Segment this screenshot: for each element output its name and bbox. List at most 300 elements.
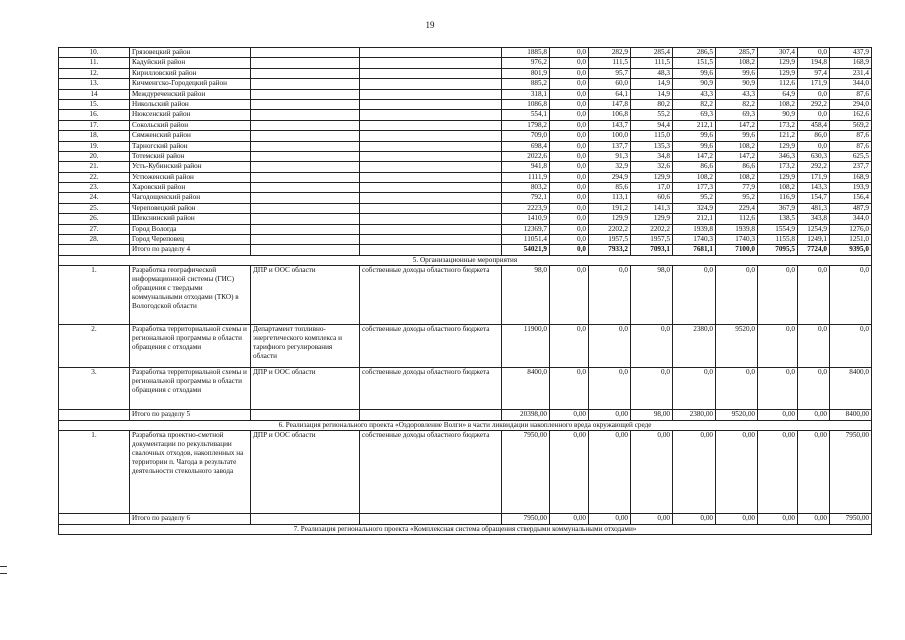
- value-cell: 191,2: [589, 203, 631, 213]
- empty-cell: [251, 89, 360, 99]
- empty-cell: [251, 162, 360, 172]
- empty-cell: [360, 245, 502, 256]
- value-cell: 554,1: [502, 110, 550, 120]
- empty-cell: [360, 224, 502, 234]
- empty-cell: [251, 224, 360, 234]
- value-cell: 87,6: [830, 141, 872, 151]
- value-cell: 8400,0: [502, 368, 550, 410]
- table-row: [59, 183, 872, 193]
- measure-row: [59, 325, 872, 368]
- value-cell: 7950,00: [830, 431, 872, 514]
- row-number: 21.: [59, 162, 130, 172]
- value-cell: 143,3: [798, 183, 830, 193]
- value-cell: 87,6: [830, 131, 872, 141]
- measure-name: Разработка проектно-сметной документации по рекультивации свалочных отходов, накопленных на территории п. Чагода в результате деятельности стекольного завода: [130, 431, 251, 514]
- row-number: 27.: [59, 224, 130, 234]
- row-number: 18.: [59, 131, 130, 141]
- value-cell: 237,7: [830, 162, 872, 172]
- executor: ДПР и ООС области: [251, 368, 360, 410]
- empty-cell: [360, 89, 502, 99]
- value-cell: 1111,9: [502, 172, 550, 182]
- total-row: [59, 245, 872, 256]
- value-cell: 14,9: [631, 79, 673, 89]
- value-cell: 343,8: [798, 214, 830, 224]
- value-cell: 7095,5: [758, 245, 798, 256]
- value-cell: 285,4: [631, 48, 673, 58]
- value-cell: 2223,9: [502, 203, 550, 213]
- value-cell: 282,9: [589, 48, 631, 58]
- empty-cell: [360, 162, 502, 172]
- value-cell: 0,0: [798, 141, 830, 151]
- district-name: Нюксенский район: [130, 110, 251, 120]
- district-name: Чагодощенский район: [130, 193, 251, 203]
- value-cell: 294,0: [830, 99, 872, 109]
- section-header-row: [59, 256, 872, 266]
- value-cell: 0,0: [550, 89, 589, 99]
- empty-cell: [360, 151, 502, 161]
- value-cell: 0,0: [631, 325, 673, 368]
- empty-cell: [251, 410, 360, 421]
- value-cell: 106,8: [589, 110, 631, 120]
- district-name: Никольский район: [130, 99, 251, 109]
- value-cell: 1254,9: [798, 224, 830, 234]
- table-row: [59, 120, 872, 130]
- value-cell: 129,9: [758, 172, 798, 182]
- value-cell: 129,9: [589, 214, 631, 224]
- district-name: Тотемский район: [130, 151, 251, 161]
- value-cell: 112,6: [758, 79, 798, 89]
- empty-cell: [59, 514, 130, 525]
- row-number: 3.: [59, 368, 130, 410]
- value-cell: 7724,0: [798, 245, 830, 256]
- empty-cell: [251, 514, 360, 525]
- value-cell: 108,2: [673, 172, 716, 182]
- value-cell: 86,0: [798, 131, 830, 141]
- empty-cell: [251, 203, 360, 213]
- value-cell: 2202,2: [589, 224, 631, 234]
- value-cell: 292,2: [798, 99, 830, 109]
- value-cell: 792,1: [502, 193, 550, 203]
- value-cell: 0,0: [550, 120, 589, 130]
- value-cell: 0,00: [758, 431, 798, 514]
- value-cell: 0,00: [631, 514, 673, 525]
- empty-cell: [251, 214, 360, 224]
- district-name: Устюженский район: [130, 172, 251, 182]
- row-number: 22.: [59, 172, 130, 182]
- value-cell: 229,4: [716, 203, 758, 213]
- value-cell: 0,0: [550, 325, 589, 368]
- value-cell: 43,3: [673, 89, 716, 99]
- value-cell: 1939,8: [673, 224, 716, 234]
- value-cell: 0,0: [673, 368, 716, 410]
- value-cell: 151,5: [673, 58, 716, 68]
- value-cell: 1251,0: [830, 235, 872, 245]
- value-cell: 90,9: [758, 110, 798, 120]
- value-cell: 60,0: [589, 79, 631, 89]
- total-label: Итого по разделу 5: [130, 410, 251, 421]
- value-cell: 60,6: [631, 193, 673, 203]
- empty-cell: [251, 172, 360, 182]
- empty-cell: [251, 151, 360, 161]
- value-cell: 437,9: [830, 48, 872, 58]
- empty-cell: [360, 214, 502, 224]
- section-title: 7. Реализация регионального проекта «Комплексная система обращения ствердыми коммунальными отходами»: [59, 525, 872, 535]
- value-cell: 64,9: [758, 89, 798, 99]
- value-cell: 135,3: [631, 141, 673, 151]
- value-cell: 8400,0: [830, 368, 872, 410]
- empty-cell: [251, 79, 360, 89]
- empty-cell: [360, 68, 502, 78]
- value-cell: 2022,6: [502, 151, 550, 161]
- value-cell: 98,0: [631, 266, 673, 325]
- value-cell: 99,6: [673, 141, 716, 151]
- value-cell: 108,2: [758, 99, 798, 109]
- value-cell: 141,3: [631, 203, 673, 213]
- empty-cell: [59, 410, 130, 421]
- value-cell: 0,0: [550, 193, 589, 203]
- district-name: Грязовецкий район: [130, 48, 251, 58]
- row-number: 12.: [59, 68, 130, 78]
- measure-name: Разработка территориальной схемы и региональной программы в области обращения с отходами: [130, 368, 251, 410]
- value-cell: 0,0: [830, 325, 872, 368]
- table-row: [59, 141, 872, 151]
- empty-cell: [360, 203, 502, 213]
- value-cell: 1086,8: [502, 99, 550, 109]
- value-cell: 1740,3: [716, 235, 758, 245]
- empty-cell: [360, 110, 502, 120]
- empty-cell: [360, 193, 502, 203]
- empty-cell: [251, 183, 360, 193]
- value-cell: 0,0: [830, 266, 872, 325]
- value-cell: 0,00: [798, 431, 830, 514]
- value-cell: 156,4: [830, 193, 872, 203]
- value-cell: 7933,2: [589, 245, 631, 256]
- value-cell: 0,00: [589, 431, 631, 514]
- executor: ДПР и ООС области: [251, 431, 360, 514]
- table-row: [59, 89, 872, 99]
- measure-name: Разработка территориальной схемы и региональной программы в области обращения с отходами: [130, 325, 251, 368]
- value-cell: 324,9: [673, 203, 716, 213]
- value-cell: 48,3: [631, 68, 673, 78]
- empty-cell: [251, 193, 360, 203]
- value-cell: 0,0: [589, 368, 631, 410]
- value-cell: 801,9: [502, 68, 550, 78]
- value-cell: 99,6: [673, 68, 716, 78]
- district-name: Междуреченский район: [130, 89, 251, 99]
- value-cell: 458,4: [798, 120, 830, 130]
- empty-cell: [360, 120, 502, 130]
- value-cell: 147,2: [716, 120, 758, 130]
- value-cell: 1410,9: [502, 214, 550, 224]
- value-cell: 173,2: [758, 162, 798, 172]
- table-row: [59, 214, 872, 224]
- value-cell: 137,7: [589, 141, 631, 151]
- measure-row: [59, 431, 872, 514]
- value-cell: 344,0: [830, 214, 872, 224]
- row-number: 23.: [59, 183, 130, 193]
- value-cell: 162,6: [830, 110, 872, 120]
- empty-cell: [360, 514, 502, 525]
- value-cell: 173,2: [758, 120, 798, 130]
- value-cell: 0,00: [589, 514, 631, 525]
- value-cell: 294,9: [589, 172, 631, 182]
- empty-cell: [360, 58, 502, 68]
- table-row: [59, 131, 872, 141]
- value-cell: 0,00: [758, 514, 798, 525]
- value-cell: 1276,0: [830, 224, 872, 234]
- district-name: Город Вологда: [130, 224, 251, 234]
- table-row: [59, 151, 872, 161]
- value-cell: 95,2: [716, 193, 758, 203]
- value-cell: 111,5: [589, 58, 631, 68]
- value-cell: 80,2: [631, 99, 673, 109]
- measure-row: [59, 368, 872, 410]
- value-cell: 8400,00: [830, 410, 872, 421]
- value-cell: 95,2: [673, 193, 716, 203]
- funding-source: собственные доходы областного бюджета: [360, 325, 502, 368]
- value-cell: 1740,3: [673, 235, 716, 245]
- empty-cell: [360, 131, 502, 141]
- row-number: 14: [59, 89, 130, 99]
- district-name: Кадуйский район: [130, 58, 251, 68]
- value-cell: 0,00: [589, 410, 631, 421]
- empty-cell: [251, 99, 360, 109]
- empty-cell: [251, 245, 360, 256]
- table-row: [59, 58, 872, 68]
- value-cell: 285,7: [716, 48, 758, 58]
- value-cell: 630,3: [798, 151, 830, 161]
- value-cell: 0,0: [550, 99, 589, 109]
- value-cell: 487,9: [830, 203, 872, 213]
- value-cell: 147,2: [716, 151, 758, 161]
- value-cell: 194,8: [798, 58, 830, 68]
- value-cell: 0,0: [798, 110, 830, 120]
- value-cell: 86,6: [716, 162, 758, 172]
- value-cell: 941,8: [502, 162, 550, 172]
- table-row: [59, 48, 872, 58]
- empty-cell: [251, 110, 360, 120]
- budget-table: [58, 47, 872, 535]
- row-number: 19.: [59, 141, 130, 151]
- table-row: [59, 203, 872, 213]
- value-cell: 85,6: [589, 183, 631, 193]
- table-row: [59, 235, 872, 245]
- value-cell: 9395,0: [830, 245, 872, 256]
- value-cell: 177,3: [673, 183, 716, 193]
- value-cell: 95,7: [589, 68, 631, 78]
- table-row: [59, 99, 872, 109]
- value-cell: 9520,00: [716, 410, 758, 421]
- table-row: [59, 193, 872, 203]
- value-cell: 32,6: [631, 162, 673, 172]
- row-number: 26.: [59, 214, 130, 224]
- value-cell: 20398,00: [502, 410, 550, 421]
- district-name: Череповецкий район: [130, 203, 251, 213]
- value-cell: 0,0: [631, 368, 673, 410]
- value-cell: 0,0: [550, 110, 589, 120]
- row-number: 11.: [59, 58, 130, 68]
- row-number: 1.: [59, 266, 130, 325]
- value-cell: 1957,5: [631, 235, 673, 245]
- value-cell: 193,9: [830, 183, 872, 193]
- district-name: Сокольский район: [130, 120, 251, 130]
- section-title: 6. Реализация регионального проекта «Оздоровление Волги» в части ликвидации накопленного вреда окружающей среде: [59, 421, 872, 431]
- value-cell: 0,00: [550, 514, 589, 525]
- value-cell: 0,0: [798, 325, 830, 368]
- value-cell: 307,4: [758, 48, 798, 58]
- table-row: [59, 224, 872, 234]
- value-cell: 7950,00: [830, 514, 872, 525]
- value-cell: 0,0: [550, 58, 589, 68]
- value-cell: 82,2: [673, 99, 716, 109]
- value-cell: 121,2: [758, 131, 798, 141]
- value-cell: 0,0: [798, 368, 830, 410]
- value-cell: 0,00: [798, 410, 830, 421]
- value-cell: 0,0: [550, 79, 589, 89]
- value-cell: 143,7: [589, 120, 631, 130]
- empty-cell: [251, 48, 360, 58]
- value-cell: 286,5: [673, 48, 716, 58]
- value-cell: 0,0: [550, 162, 589, 172]
- empty-cell: [251, 58, 360, 68]
- value-cell: 212,1: [673, 214, 716, 224]
- value-cell: 367,9: [758, 203, 798, 213]
- section-header-row: [59, 421, 872, 431]
- value-cell: 0,0: [716, 266, 758, 325]
- row-number: 24.: [59, 193, 130, 203]
- value-cell: 168,9: [830, 172, 872, 182]
- row-number: 20.: [59, 151, 130, 161]
- value-cell: 98,0: [502, 266, 550, 325]
- value-cell: 0,00: [550, 410, 589, 421]
- value-cell: 2380,0: [673, 325, 716, 368]
- value-cell: 231,4: [830, 68, 872, 78]
- value-cell: 976,2: [502, 58, 550, 68]
- value-cell: 481,3: [798, 203, 830, 213]
- empty-cell: [360, 410, 502, 421]
- value-cell: 0,0: [550, 68, 589, 78]
- value-cell: 54021,9: [502, 245, 550, 256]
- row-number: 25.: [59, 203, 130, 213]
- value-cell: 7681,1: [673, 245, 716, 256]
- value-cell: 0,0: [589, 325, 631, 368]
- value-cell: 292,2: [798, 162, 830, 172]
- row-number: 1.: [59, 431, 130, 514]
- value-cell: 99,6: [716, 131, 758, 141]
- value-cell: 0,00: [550, 431, 589, 514]
- value-cell: 12369,7: [502, 224, 550, 234]
- district-name: Шекснинский район: [130, 214, 251, 224]
- value-cell: 129,9: [631, 172, 673, 182]
- empty-cell: [360, 79, 502, 89]
- row-number: 15.: [59, 99, 130, 109]
- value-cell: 0,00: [716, 431, 758, 514]
- value-cell: 1957,5: [589, 235, 631, 245]
- value-cell: 14,9: [631, 89, 673, 99]
- value-cell: 90,9: [716, 79, 758, 89]
- value-cell: 94,4: [631, 120, 673, 130]
- value-cell: 0,0: [673, 266, 716, 325]
- value-cell: 112,6: [716, 214, 758, 224]
- value-cell: 0,00: [631, 431, 673, 514]
- value-cell: 0,0: [550, 131, 589, 141]
- total-row: [59, 514, 872, 525]
- section-title: 5. Организационные мероприятия: [59, 256, 872, 266]
- value-cell: 90,9: [673, 79, 716, 89]
- value-cell: 0,0: [758, 266, 798, 325]
- value-cell: 569,2: [830, 120, 872, 130]
- value-cell: 147,8: [589, 99, 631, 109]
- value-cell: 69,3: [673, 110, 716, 120]
- value-cell: 11051,4: [502, 235, 550, 245]
- value-cell: 113,1: [589, 193, 631, 203]
- value-cell: 11900,0: [502, 325, 550, 368]
- value-cell: 1939,8: [716, 224, 758, 234]
- value-cell: 171,9: [798, 172, 830, 182]
- value-cell: 171,9: [798, 79, 830, 89]
- value-cell: 0,0: [550, 224, 589, 234]
- value-cell: 0,0: [550, 151, 589, 161]
- value-cell: 0,0: [550, 235, 589, 245]
- value-cell: 138,5: [758, 214, 798, 224]
- value-cell: 1798,2: [502, 120, 550, 130]
- value-cell: 1249,1: [798, 235, 830, 245]
- value-cell: 129,9: [758, 58, 798, 68]
- value-cell: 0,00: [673, 514, 716, 525]
- value-cell: 0,00: [798, 514, 830, 525]
- empty-cell: [360, 235, 502, 245]
- executor: Департамент топливно-энергетического комплекса и тарифного регулирования области: [251, 325, 360, 368]
- value-cell: 154,7: [798, 193, 830, 203]
- value-cell: 1554,9: [758, 224, 798, 234]
- district-name: Город Череповец: [130, 235, 251, 245]
- value-cell: 1885,8: [502, 48, 550, 58]
- value-cell: 69,3: [716, 110, 758, 120]
- page-number: 19: [425, 20, 435, 30]
- value-cell: 0,0: [550, 48, 589, 58]
- value-cell: 0,0: [798, 89, 830, 99]
- value-cell: 99,6: [716, 68, 758, 78]
- value-cell: 625,5: [830, 151, 872, 161]
- executor: ДПР и ООС области: [251, 266, 360, 325]
- value-cell: 1155,8: [758, 235, 798, 245]
- measure-name: Разработка географической информационной системы (ГИС) обращения с твердыми коммунальными отходами (ТКО) в Вологодской области: [130, 266, 251, 325]
- value-cell: 108,2: [758, 183, 798, 193]
- value-cell: 346,3: [758, 151, 798, 161]
- section-header-row: [59, 525, 872, 535]
- value-cell: 168,9: [830, 58, 872, 68]
- value-cell: 0,0: [550, 214, 589, 224]
- value-cell: 2202,2: [631, 224, 673, 234]
- value-cell: 0,0: [758, 368, 798, 410]
- value-cell: 17,0: [631, 183, 673, 193]
- table-row: [59, 79, 872, 89]
- value-cell: 98,00: [631, 410, 673, 421]
- value-cell: 0,0: [550, 368, 589, 410]
- value-cell: 129,9: [758, 68, 798, 78]
- empty-cell: [360, 99, 502, 109]
- funding-source: собственные доходы областного бюджета: [360, 431, 502, 514]
- value-cell: 34,8: [631, 151, 673, 161]
- row-number: 2.: [59, 325, 130, 368]
- empty-cell: [360, 48, 502, 58]
- value-cell: 698,4: [502, 141, 550, 151]
- table-row: [59, 110, 872, 120]
- value-cell: 9520,0: [716, 325, 758, 368]
- value-cell: 7950,00: [502, 431, 550, 514]
- district-name: Тарногский район: [130, 141, 251, 151]
- value-cell: 108,2: [716, 141, 758, 151]
